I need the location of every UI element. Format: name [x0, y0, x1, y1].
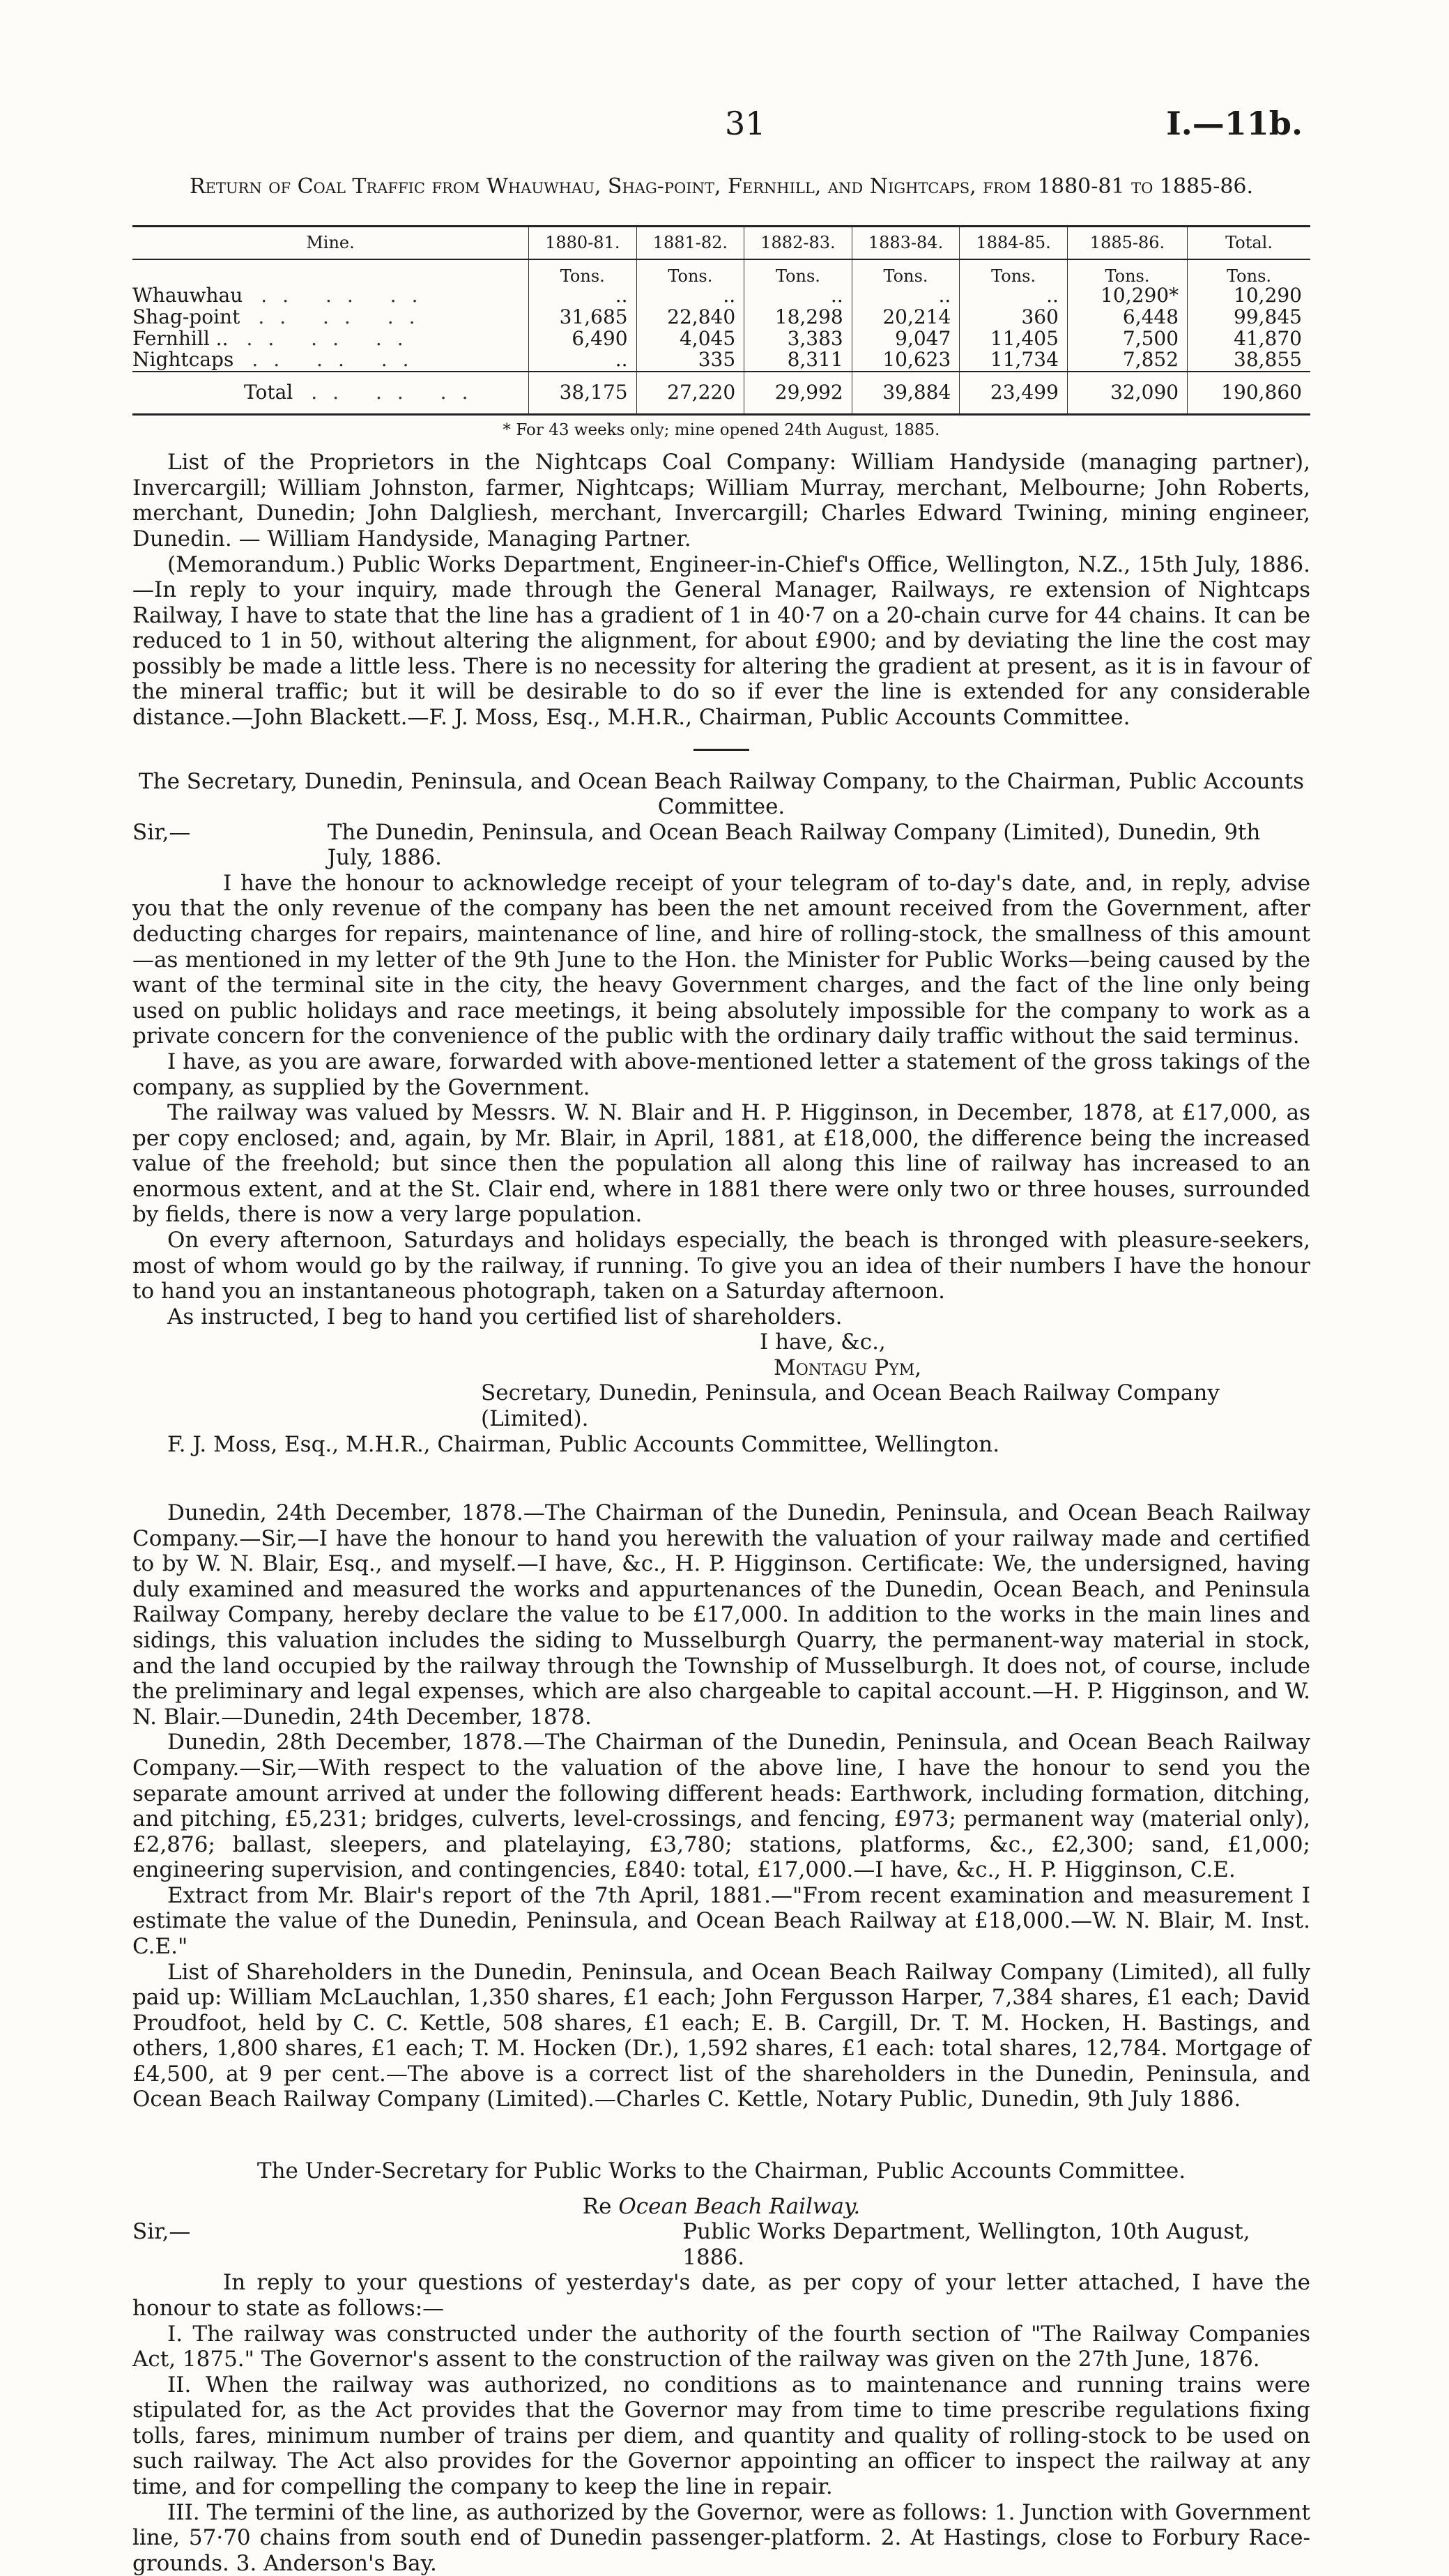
table-cell: 31,685 — [529, 307, 637, 328]
column-header: 1881-82. — [636, 227, 744, 259]
unit-cell: Tons. — [529, 259, 637, 285]
enclosure-paragraph: Dunedin, 28th December, 1878.—The Chairman of the Dunedin, Peninsula, and Ocean Beach Railway Company.—Sir,—With respect to the valuation of the above line, I have the honour to send you the separate amount arrived at under the following different heads: Earthwork, including formation, ditching, and pitching, £5,231; bridges, culverts, level-crossings, and fencing, £973; permanent way (material only), £2,876; ballast, sleepers, and platelaying, £3,780; stations, platforms, &c., £2,300; sand, £1,000; engineering supervision, and contingencies, £840: total, £17,000.—I have, &c., H. P. Higginson, C.E. — [132, 1730, 1310, 1883]
letter1-addressee: F. J. Moss, Esq., M.H.R., Chairman, Public Accounts Committee, Wellington. — [167, 1431, 1000, 1457]
total-cell: 38,175 — [529, 372, 637, 414]
total-cell: 29,992 — [744, 372, 852, 414]
mine-name: Shag-point .. .. .. — [132, 305, 431, 328]
memorandum-paragraph: (Memorandum.) Public Works Department, Engineer-in-Chief's Office, Wellington, N.Z., 15th July, 1886.—In reply to your inquiry, made through the General Manager, Railways, re extension of Nightcaps Railway, I have to state that the line has a gradient of 1 in 40·7 on a 20-chain curve for 44 chains. It can be reduced to 1 in 50, without altering the alignment, for about £900; and by deviating the line the cost may possibly be made a little less. There is no necessity for altering the gradient at present, as it is in favour of the mineral traffic; but it will be desirable to do so if ever the line is extended for any considerable distance.—John Blackett.—F. J. Moss, Esq., M.H.R., Chairman, Public Accounts Committee. — [132, 551, 1310, 730]
table-row — [132, 349, 1310, 372]
letter2-dateline: Public Works Department, Wellington, 10th August, 1886. — [682, 2219, 1250, 2270]
enclosure-paragraph: Dunedin, 24th December, 1878.—The Chairman of the Dunedin, Peninsula, and Ocean Beach Railway Company.—Sir,—I have the honour to hand you herewith the valuation of your railway made and certified to by W. N. Blair, Esq., and myself.—I have, &c., H. P. Higginson. Certificate: We, the undersigned, having duly examined and measured the works and appurtenances of the Dunedin, Ocean Beach, and Peninsula Railway Company, hereby declare the value to be £17,000. In addition to the works in the main lines and sidings, this valuation includes the siding to Musselburgh Quarry, the permanent-way material in stock, and the land occupied by the railway through the Township of Musselburgh. It does not, of course, include the preliminary and legal expenses, which are also chargeable to capital account.—H. P. Higginson, and W. N. Blair.—Dunedin, 24th December, 1878. — [132, 1500, 1310, 1730]
column-header: 1882-83. — [744, 227, 852, 259]
table-cell: 11,405 — [960, 328, 1068, 350]
letter1-paragraph: As instructed, I beg to hand you certified list of shareholders. — [167, 1304, 843, 1329]
total-cell: 39,884 — [852, 372, 960, 414]
table-cell: 20,214 — [852, 307, 960, 328]
letter2-paragraph: In reply to your questions of yesterday's date, as per copy of your letter attached, I have the honour to state as follows:— — [132, 2270, 1310, 2321]
table-cell: 18,298 — [744, 307, 852, 328]
document-id: I.—11b. — [1166, 105, 1303, 142]
mine-name: Fernhill .. .. .. .. — [132, 326, 419, 350]
table-cell: .. — [636, 285, 744, 307]
table-cell: 22,840 — [636, 307, 744, 328]
table-cell: 6,490 — [529, 328, 637, 350]
letter2-salutation: Sir,— — [132, 2219, 191, 2245]
table-row — [132, 307, 1310, 328]
letter1-dateline: The Dunedin, Peninsula, and Ocean Beach Railway Company (Limited), Dunedin, 9th July, 1886. — [327, 819, 1261, 871]
enclosure-paragraph: List of Shareholders in the Dunedin, Peninsula, and Ocean Beach Railway Company (Limited), all fully paid up: William McLauchlan, 1,350 shares, £1 each; John Fergusson Harper, 7,384 shares, £1 each; David Proudfoot, held by C. C. Kettle, 508 shares, £1 each; E. B. Cargill, Dr. T. M. Hocken, H. Bastings, and others, 1,800 shares, £1 each; T. M. Hocken (Dr.), 1,592 shares, £1 each: total shares, 12,784. Mortgage of £4,500, at 9 per cent.—The above is a correct list of the shareholders in the Dunedin, Peninsula, and Ocean Beach Railway Company (Limited).—Charles C. Kettle, Notary Public, Dunedin, 9th July 1886. — [132, 1959, 1310, 2112]
table-total-row — [132, 372, 1310, 414]
letter1-paragraph: I have the honour to acknowledge receipt of your telegram of to-day's date, and, in reply, advise you that the only revenue of the company has been the net amount received from the Government, after deducting charges for repairs, maintenance of line, and hire of rolling-stock, the smallness of this amount—as mentioned in my letter of the 9th June to the Hon. the Minister for Public Works—being caused by the want of the terminal site in the city, the heavy Government charges, and the fact of the line only being used on public holidays and race meetings, it being absolutely impossible for the company to work as a private concern for the convenience of the public with the ordinary daily traffic without the said terminus. — [132, 870, 1310, 1049]
mine-name: Nightcaps .. .. .. — [132, 348, 424, 372]
table-cell: 10,290 — [1188, 285, 1310, 307]
table-cell: 10,623 — [852, 349, 960, 372]
letter1-paragraph: The railway was valued by Messrs. W. N. Blair and H. P. Higginson, in December, 1878, at £17,000, as per copy enclosed; and, again, by Mr. Blair, in April, 1881, at £18,000, the difference being the increased value of the freehold; but since then the population all along this line of railway has increased to an enormous extent, and at the St. Clair end, where in 1881 there were only two or three houses, surrounded by fields, there is now a very large population. — [132, 1100, 1310, 1228]
page-content — [132, 174, 1310, 2576]
table-cell: 360 — [960, 307, 1068, 328]
coal-traffic-table — [132, 225, 1310, 416]
unit-cell: Tons. — [1188, 259, 1310, 285]
column-header: Total. — [1188, 227, 1310, 259]
table-row — [132, 328, 1310, 350]
table-cell: 9,047 — [852, 328, 960, 350]
proprietors-paragraph: List of the Proprietors in the Nightcaps Coal Company: William Handyside (managing partner), Invercargill; William Johnston, farmer, Nightcaps; William Murray, merchant, Melbourne; John Roberts, merchant, Dunedin; John Dalgliesh, merchant, Invercargill; Charles Edward Twining, mining engineer, Dunedin. — William Handyside, Managing Partner. — [132, 450, 1310, 551]
unit-cell: Tons. — [636, 259, 744, 285]
column-header: 1884-85. — [960, 227, 1068, 259]
letter1-closing: I have, &c., — [760, 1329, 886, 1355]
unit-cell: Tons. — [1067, 259, 1187, 285]
table-cell: .. — [852, 285, 960, 307]
table-row — [132, 285, 1310, 307]
column-header: 1885-86. — [1067, 227, 1187, 259]
table-cell: .. — [960, 285, 1068, 307]
letter1-paragraph: On every afternoon, Saturdays and holidays especially, the beach is thronged with pleasure-seekers, most of whom would go by the railway, if running. To give you an idea of their numbers I have the honour to hand you an instantaneous photograph, taken on a Saturday afternoon. — [132, 1227, 1310, 1304]
table-cell: 99,845 — [1188, 307, 1310, 328]
table-cell: 11,734 — [960, 349, 1068, 372]
column-header: 1883-84. — [852, 227, 960, 259]
total-cell: 190,860 — [1188, 372, 1310, 414]
table-cell: 7,500 — [1067, 328, 1187, 350]
letter1-signature: Montagu Pym, — [774, 1355, 922, 1380]
letter2-paragraph: II. When the railway was authorized, no conditions as to maintenance and running trains were stipulated for, as the Act provides that the Governor may from time to time prescribe regulations fixing tolls, fares, minimum number of trains per diem, and quantity and quality of rolling-stock to be used on such railway. The Act also provides for the Governor appointing an officer to inspect the railway at any time, and for compelling the company to keep the line in repair. — [132, 2372, 1310, 2499]
table-cell: 6,448 — [1067, 307, 1187, 328]
table-cell: .. — [529, 349, 637, 372]
table-header-row — [132, 227, 1310, 259]
column-header: 1880-81. — [529, 227, 637, 259]
unit-cell: Tons. — [960, 259, 1068, 285]
unit-cell: Tons. — [744, 259, 852, 285]
total-cell: 32,090 — [1067, 372, 1187, 414]
letter2-paragraph: I. The railway was constructed under the authority of the fourth section of "The Railway Companies Act, 1875." The Governor's assent to the construction of the railway was given on the 27th June, 1876. — [132, 2321, 1310, 2372]
units-row — [132, 259, 1310, 285]
letter2-heading: The Under-Secretary for Public Works to the Chairman, Public Accounts Committee. — [256, 2158, 1186, 2184]
letter2-paragraph: III. The termini of the line, as authorized by the Governor, were as follows: 1. Junction with Government line, 57·70 chains from south end of Dunedin passenger-platform. 2. At Hastings, close to Forbury Race-grounds. 3. Anderson's Bay. — [132, 2499, 1310, 2576]
mine-name: Whauwhau .. .. .. — [132, 284, 434, 307]
unit-cell: Tons. — [852, 259, 960, 285]
table-footnote: * For 43 weeks only; mine opened 24th August, 1885. — [503, 421, 940, 440]
enclosure-paragraph: Extract from Mr. Blair's report of the 7th April, 1881.—"From recent examination and measurement I estimate the value of the Dunedin, Peninsula, and Ocean Beach Railway at £18,000.—W. N. Blair, M. Inst. C.E." — [132, 1882, 1310, 1959]
table-cell: .. — [744, 285, 852, 307]
section-divider — [693, 749, 749, 751]
letter1-heading: The Secretary, Dunedin, Peninsula, and Ocean Beach Railway Company, to the Chairman, Public Accounts Committee. — [138, 768, 1305, 820]
table-title: Return of Coal Traffic from Whauwhau, Shag-point, Fernhill, and Nightcaps, from 1880-81 to 1885-86. — [189, 174, 1254, 199]
letter1-salutation: Sir,— — [132, 819, 191, 845]
total-label: Total .. .. .. — [132, 372, 529, 414]
letter1-paragraph: I have, as you are aware, forwarded with above-mentioned letter a statement of the gross takings of the company, as supplied by the Government. — [132, 1049, 1310, 1100]
letter1-salutation-row — [132, 820, 1310, 871]
total-cell: 23,499 — [960, 372, 1068, 414]
table-cell: 10,290* — [1067, 285, 1187, 307]
table-cell: 8,311 — [744, 349, 852, 372]
table-cell: 335 — [636, 349, 744, 372]
column-header: Mine. — [132, 227, 529, 259]
page-number: 31 — [725, 105, 766, 142]
table-cell: 3,383 — [744, 328, 852, 350]
letter2-salutation-row — [132, 2219, 1310, 2270]
letter2-subject: Re Ocean Beach Railway. — [582, 2193, 861, 2219]
table-cell: 38,855 — [1188, 349, 1310, 372]
table-cell: 41,870 — [1188, 328, 1310, 350]
letter1-signature-title: Secretary, Dunedin, Peninsula, and Ocean Beach Railway Company (Limited). — [481, 1380, 1220, 1432]
table-cell: 4,045 — [636, 328, 744, 350]
table-cell: .. — [529, 285, 637, 307]
table-cell: 7,852 — [1067, 349, 1187, 372]
total-cell: 27,220 — [636, 372, 744, 414]
